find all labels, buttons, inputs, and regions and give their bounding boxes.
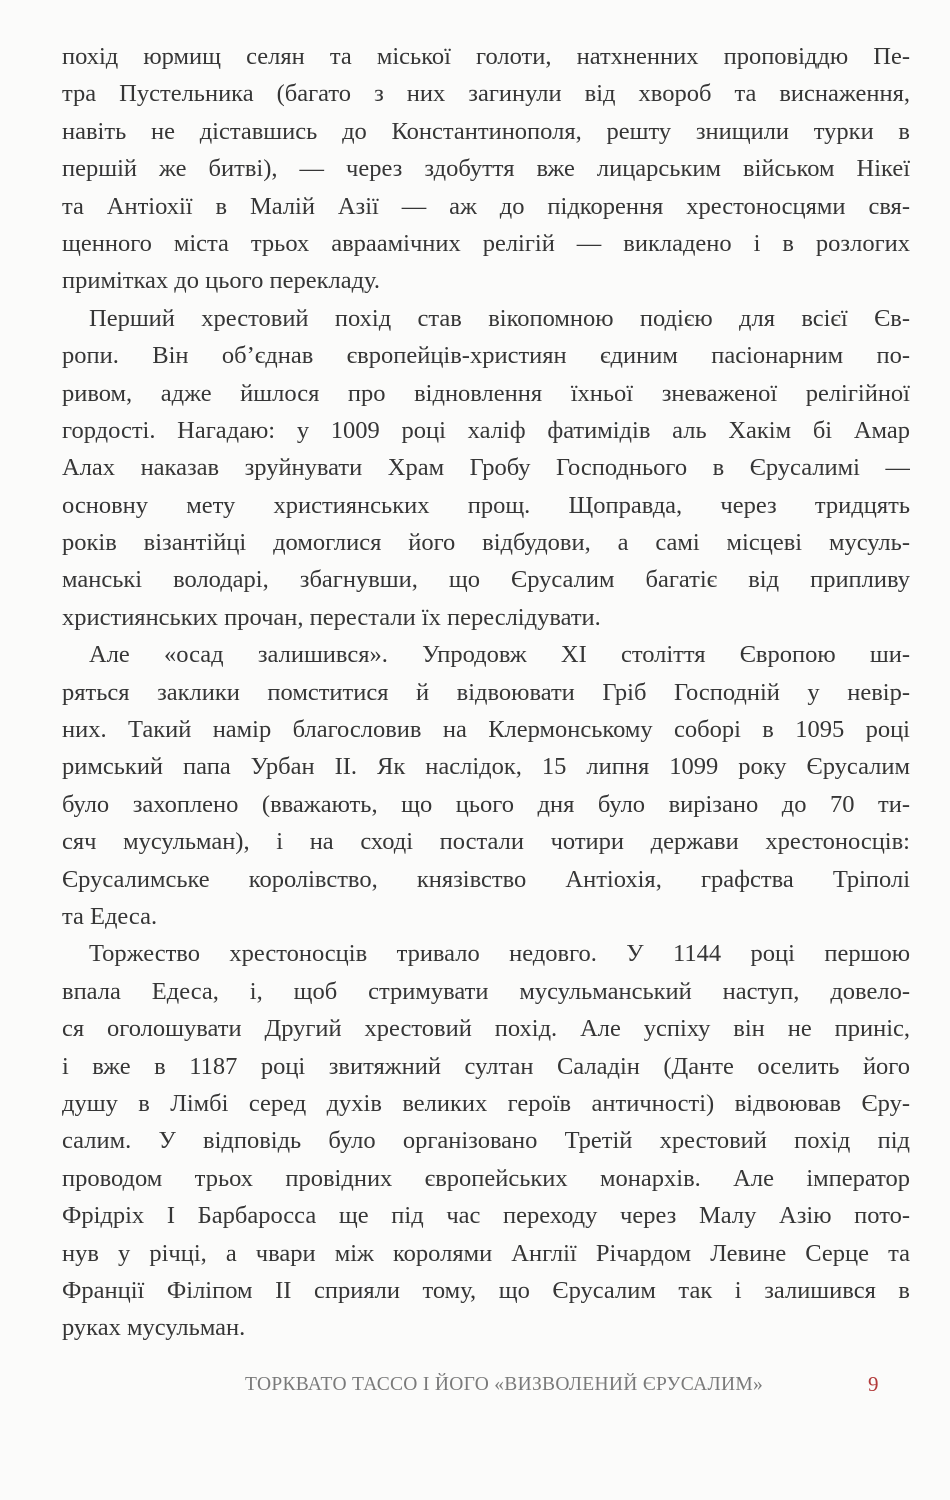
- text-line: ряться заклики помститися й відвоювати Гріб Господній у невір-: [62, 678, 910, 706]
- text-line: гордості. Нагадаю: у 1009 році халіф фатимідів аль Хакім бі Амар: [62, 416, 910, 444]
- text-line: щенного міста трьох авраамічних релігій — викладено і в розлогих: [62, 229, 910, 257]
- text-line: основну мету християнських прощ. Щоправда, через тридцять: [62, 491, 910, 519]
- text-line: Алах наказав зруйнувати Храм Гробу Господнього в Єрусалимі —: [62, 454, 910, 482]
- paragraph: [62, 38, 910, 300]
- text-line: них. Такий намір благословив на Клермонському соборі в 1095 році: [62, 716, 910, 744]
- text-line: і вже в 1187 році звитяжний султан Саладін (Данте оселить його: [62, 1052, 910, 1080]
- text-line: Франції Філіпом II сприяли тому, що Єрусалим так і залишився в: [62, 1276, 910, 1304]
- text-line: римський папа Урбан II. Як наслідок, 15 липня 1099 року Єрусалим: [62, 753, 910, 781]
- text-line: Торжество хрестоносців тривало недовго. У 1144 році першою: [89, 940, 910, 968]
- text-line: років візантійці домоглися його відбудови, а самі місцеві мусуль-: [62, 529, 910, 557]
- page-number: 9: [868, 1372, 879, 1396]
- text-line: манські володарі, збагнувши, що Єрусалим багатіє від припливу: [62, 566, 910, 594]
- paragraph: [62, 935, 910, 1346]
- text-line: впала Едеса, і, щоб стримувати мусульманський наступ, довело-: [62, 977, 910, 1005]
- paragraph: [62, 636, 910, 935]
- text-line: Але «осад залишився». Упродовж XI століття Європою ши-: [89, 641, 910, 669]
- text-line: Єрусалимське королівство, князівство Антіохія, графства Тріполі: [62, 865, 910, 893]
- text-line: ропи. Він об’єднав європейців-християн єдиним пасіонарним по-: [62, 342, 910, 370]
- page-footer: [0, 1370, 950, 1406]
- text-line: похід юрмищ селян та міської голоти, натхненних проповіддю Пе-: [62, 43, 910, 70]
- text-line: салим. У відповідь було організовано Третій хрестовий похід під: [62, 1127, 910, 1155]
- text-line: та Едеса.: [62, 902, 158, 930]
- text-line: проводом трьох провідних європейських монархів. Але імператор: [62, 1164, 910, 1192]
- text-line: сяч мусульман), і на сході постали чотири держави хрестоносців:: [62, 828, 910, 856]
- text-line: навіть не діставшись до Константинополя, решту знищили турки в: [62, 117, 910, 145]
- text-line: Фрідріх І Барбаросса ще під час переходу через Малу Азію пото-: [62, 1202, 910, 1230]
- text-line: ривом, адже йшлося про відновлення їхньої зневаженої релігійної: [62, 379, 910, 407]
- body-text: [62, 38, 910, 1347]
- paragraph: [62, 300, 910, 637]
- running-title: ТОРКВАТО ТАССО І ЙОГО «ВИЗВОЛЕНИЙ ЄРУСАЛИМ»: [245, 1374, 764, 1395]
- text-line: ся оголошувати Другий хрестовий похід. Але успіху він не приніс,: [62, 1015, 910, 1043]
- text-line: нув у річці, а чвари між королями Англії Річардом Левине Серце та: [62, 1239, 910, 1267]
- text-line: християнських прочан, перестали їх переслідувати.: [62, 603, 601, 631]
- text-line: Перший хрестовий похід став вікопомною подією для всієї Єв-: [89, 304, 910, 332]
- text-line: душу в Лімбі серед духів великих героїв античності) відвоював Єру-: [62, 1089, 910, 1117]
- text-line: руках мусульман.: [62, 1314, 246, 1342]
- text-line: примітках до цього перекладу.: [62, 267, 380, 295]
- text-line: було захоплено (вважають, що цього дня було вирізано до 70 ти-: [62, 790, 910, 818]
- text-line: тра Пустельника (багато з них загинули від хвороб та виснаження,: [62, 80, 910, 108]
- text-line: першій же битві), — через здобуття вже лицарським військом Нікеї: [62, 155, 910, 183]
- text-line: та Антіохії в Малій Азії — аж до підкорення хрестоносцями свя-: [62, 192, 910, 220]
